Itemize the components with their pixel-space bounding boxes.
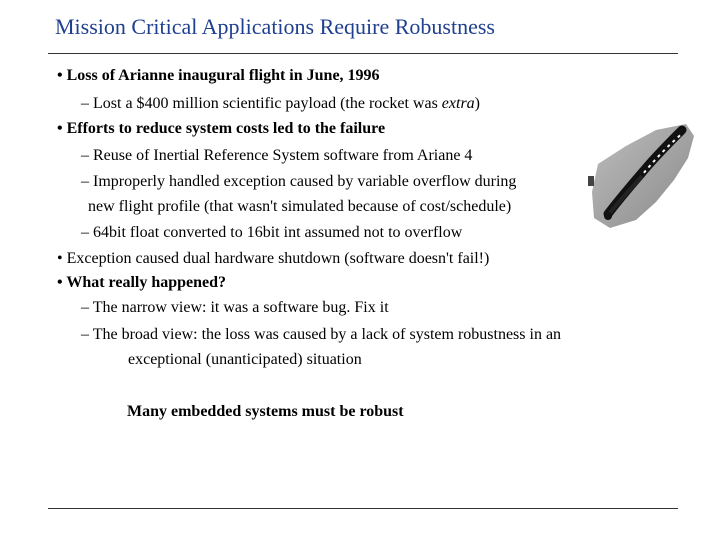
rocket-explosion-icon bbox=[586, 120, 698, 232]
subbullet-float-conversion: – 64bit float converted to 16bit int assumed not to overflow bbox=[81, 224, 463, 241]
bullet-what-happened: • What really happened? bbox=[57, 274, 227, 291]
subbullet-payload bbox=[81, 94, 480, 114]
bullet-arianne-loss: • Loss of Arianne inaugural flight in June, 1996 bbox=[57, 67, 380, 84]
conclusion-text: Many embedded systems must be robust bbox=[127, 403, 404, 420]
title-divider bbox=[48, 53, 678, 54]
subbullet-exception-a: – Improperly handled exception caused by variable overflow during bbox=[81, 173, 517, 190]
subbullet-exception-b: new flight profile (that wasn't simulated because of cost/schedule) bbox=[88, 198, 512, 215]
bullet-dual-shutdown: • Exception caused dual hardware shutdown (software doesn't fail!) bbox=[57, 250, 490, 267]
footer-divider bbox=[48, 508, 678, 509]
subbullet-reuse: – Reuse of Inertial Reference System software from Ariane 4 bbox=[81, 147, 473, 164]
subbullet-narrow-view: – The narrow view: it was a software bug. Fix it bbox=[81, 299, 389, 316]
subbullet-payload-text: – Lost a $400 million scientific payload (the rocket was bbox=[81, 95, 442, 112]
subbullet-broad-view-a: – The broad view: the loss was caused by a lack of system robustness in an bbox=[81, 326, 562, 343]
bullet-cost-reduction: • Efforts to reduce system costs led to the failure bbox=[57, 120, 386, 137]
subbullet-payload-close: ) bbox=[474, 95, 480, 112]
subbullet-broad-view-b: exceptional (unanticipated) situation bbox=[128, 351, 362, 368]
slide-title: Mission Critical Applications Require Robustness bbox=[55, 14, 495, 39]
emphasis-extra: extra bbox=[441, 95, 475, 112]
rocket-explosion-photo bbox=[586, 120, 698, 232]
